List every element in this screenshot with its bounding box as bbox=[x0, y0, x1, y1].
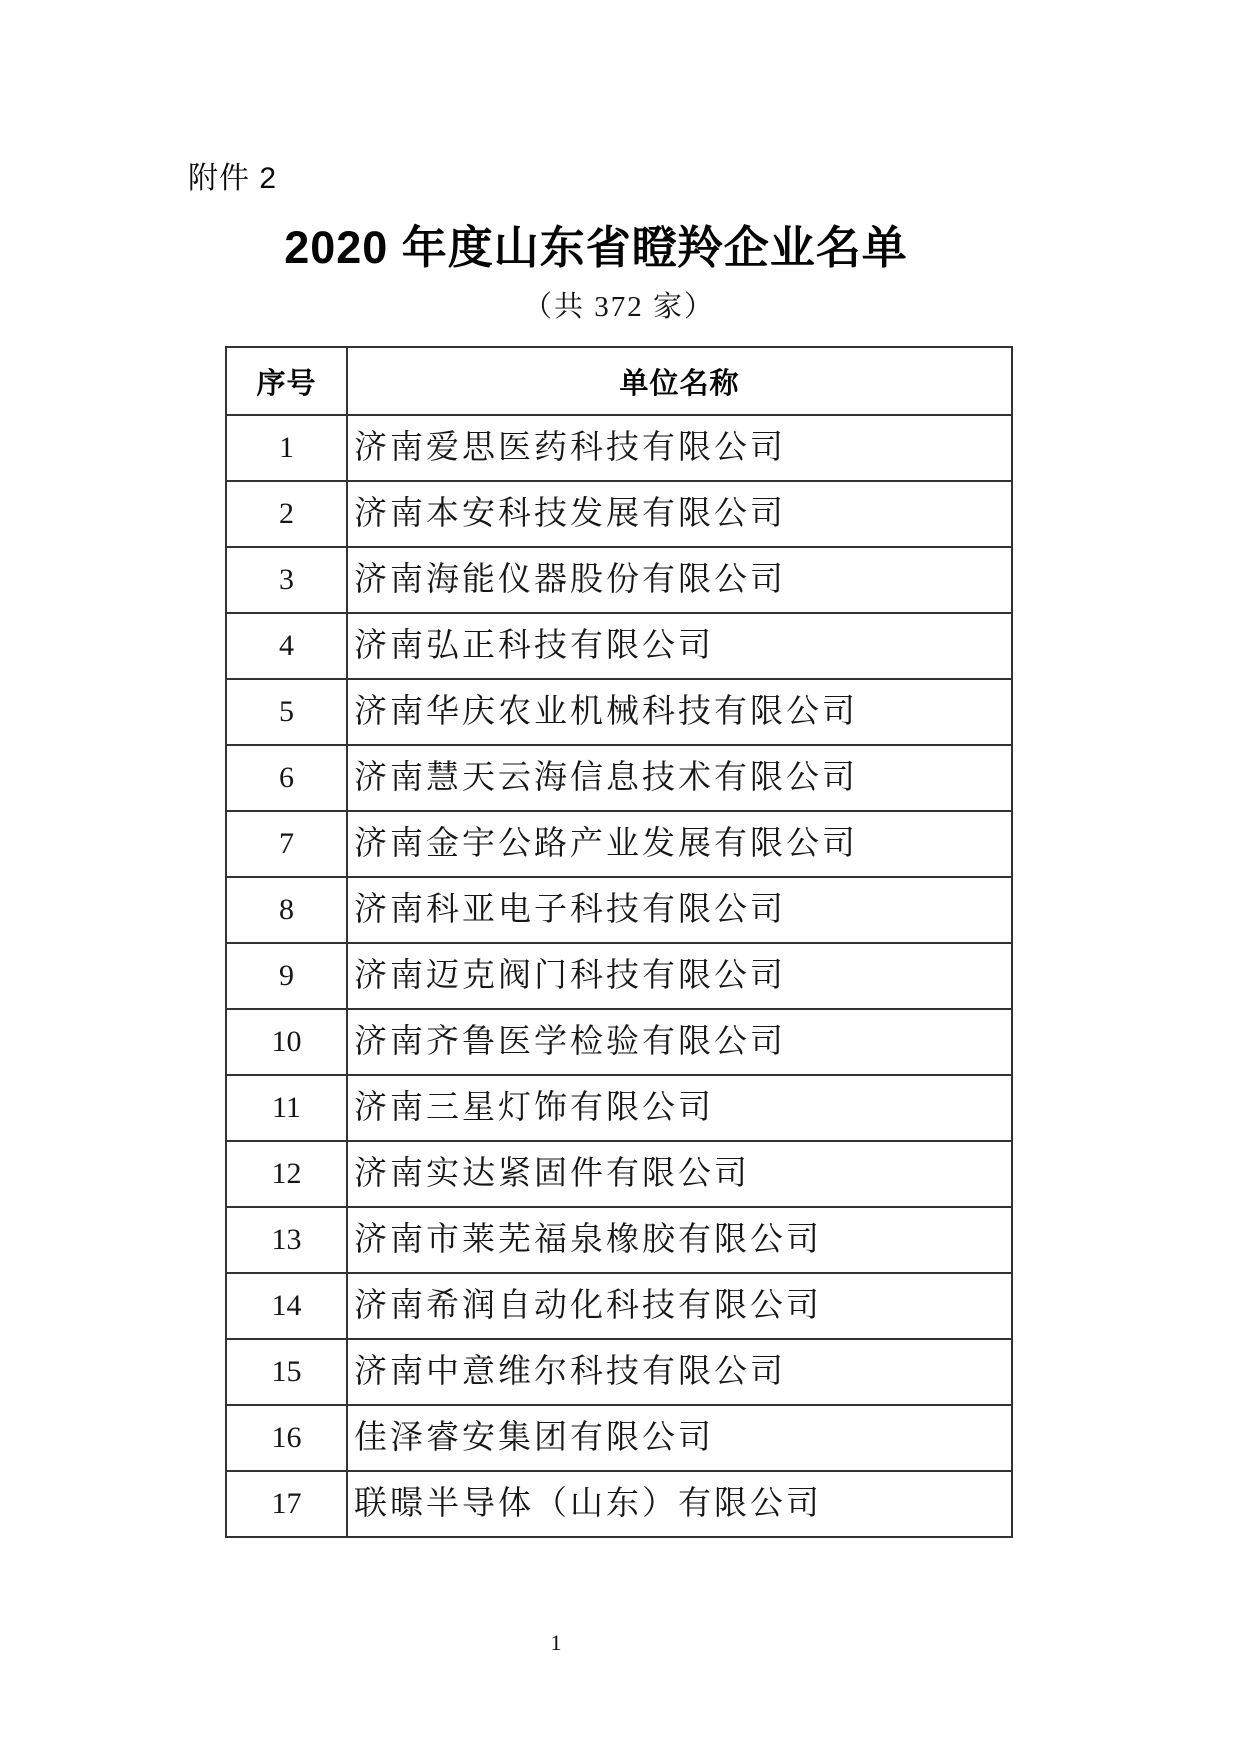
row-serial-number: 6 bbox=[226, 745, 347, 811]
company-table-body bbox=[226, 415, 1012, 1537]
table-row bbox=[226, 811, 1012, 877]
company-table bbox=[225, 346, 1013, 1538]
table-row bbox=[226, 481, 1012, 547]
table-row bbox=[226, 1471, 1012, 1537]
page-number: 1 bbox=[550, 1630, 562, 1655]
table-row bbox=[226, 1141, 1012, 1207]
row-serial-number: 4 bbox=[226, 613, 347, 679]
table-header-row bbox=[226, 347, 1012, 415]
row-serial-number: 13 bbox=[226, 1207, 347, 1273]
row-company-name: 济南本安科技发展有限公司 bbox=[347, 481, 1012, 547]
table-row bbox=[226, 745, 1012, 811]
table-row bbox=[226, 1273, 1012, 1339]
row-serial-number: 15 bbox=[226, 1339, 347, 1405]
row-company-name: 济南金宇公路产业发展有限公司 bbox=[347, 811, 1012, 877]
document-title: 2020 年度山东省瞪羚企业名单 bbox=[284, 222, 908, 273]
table-row bbox=[226, 547, 1012, 613]
row-company-name: 佳泽睿安集团有限公司 bbox=[347, 1405, 1012, 1471]
row-company-name: 济南希润自动化科技有限公司 bbox=[347, 1273, 1012, 1339]
row-company-name: 济南海能仪器股份有限公司 bbox=[347, 547, 1012, 613]
table-row bbox=[226, 679, 1012, 745]
table-row bbox=[226, 613, 1012, 679]
row-company-name: 济南实达紧固件有限公司 bbox=[347, 1141, 1012, 1207]
table-row bbox=[226, 943, 1012, 1009]
table-row bbox=[226, 1405, 1012, 1471]
row-serial-number: 9 bbox=[226, 943, 347, 1009]
table-row bbox=[226, 877, 1012, 943]
row-company-name: 济南科亚电子科技有限公司 bbox=[347, 877, 1012, 943]
row-serial-number: 3 bbox=[226, 547, 347, 613]
row-company-name: 济南齐鲁医学检验有限公司 bbox=[347, 1009, 1012, 1075]
table-row bbox=[226, 1339, 1012, 1405]
row-company-name: 济南市莱芜福泉橡胶有限公司 bbox=[347, 1207, 1012, 1273]
row-serial-number: 5 bbox=[226, 679, 347, 745]
row-company-name: 济南华庆农业机械科技有限公司 bbox=[347, 679, 1012, 745]
table-row bbox=[226, 1207, 1012, 1273]
row-serial-number: 10 bbox=[226, 1009, 347, 1075]
row-company-name: 济南弘正科技有限公司 bbox=[347, 613, 1012, 679]
row-company-name: 济南三星灯饰有限公司 bbox=[347, 1075, 1012, 1141]
table-row bbox=[226, 1009, 1012, 1075]
row-serial-number: 11 bbox=[226, 1075, 347, 1141]
row-company-name: 联暻半导体（山东）有限公司 bbox=[347, 1471, 1012, 1537]
row-serial-number: 16 bbox=[226, 1405, 347, 1471]
table-row bbox=[226, 1075, 1012, 1141]
row-company-name: 济南慧天云海信息技术有限公司 bbox=[347, 745, 1012, 811]
row-company-name: 济南爱思医药科技有限公司 bbox=[347, 415, 1012, 481]
row-serial-number: 1 bbox=[226, 415, 347, 481]
row-serial-number: 17 bbox=[226, 1471, 347, 1537]
document-subtitle: （共 372 家） bbox=[522, 291, 715, 323]
row-company-name: 济南迈克阀门科技有限公司 bbox=[347, 943, 1012, 1009]
row-company-name: 济南中意维尔科技有限公司 bbox=[347, 1339, 1012, 1405]
row-serial-number: 14 bbox=[226, 1273, 347, 1339]
header-serial-number: 序号 bbox=[226, 347, 347, 415]
row-serial-number: 2 bbox=[226, 481, 347, 547]
header-company-name: 单位名称 bbox=[347, 347, 1012, 415]
attachment-label: 附件 2 bbox=[188, 162, 278, 195]
row-serial-number: 8 bbox=[226, 877, 347, 943]
row-serial-number: 7 bbox=[226, 811, 347, 877]
row-serial-number: 12 bbox=[226, 1141, 347, 1207]
table-row bbox=[226, 415, 1012, 481]
